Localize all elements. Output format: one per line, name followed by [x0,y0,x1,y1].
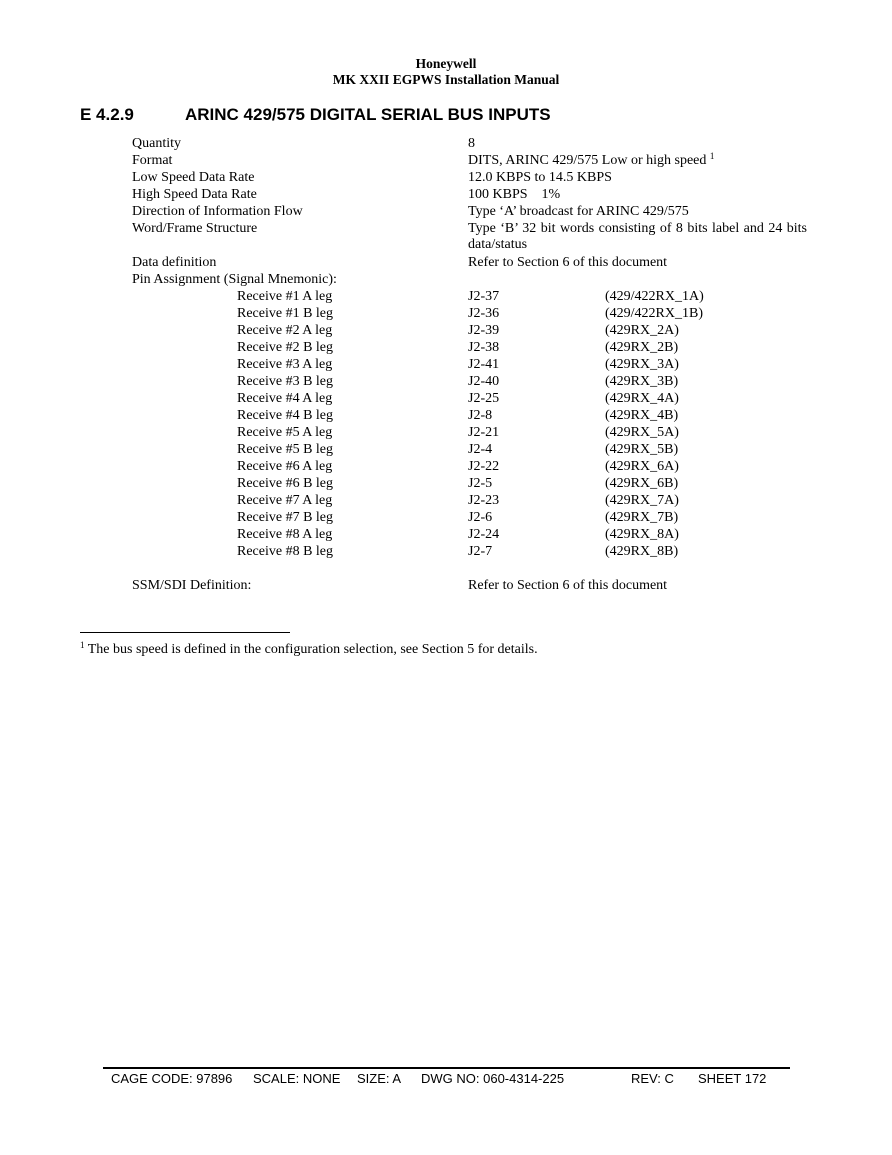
pin-row-name: Receive #8 B leg [237,544,334,559]
direction-value: Type ‘A’ broadcast for ARINC 429/575 [468,204,689,219]
pin-row-name: Receive #4 A leg [237,391,333,406]
data-definition-label: Data definition [132,255,217,270]
pin-row-name: Receive #8 A leg [237,527,333,542]
pin-row-pin: J2-21 [468,425,500,440]
footer-scale: SCALE: NONE [253,1071,341,1086]
pin-row-name: Receive #3 A leg [237,357,333,372]
pin-row-name: Receive #3 B leg [237,374,334,389]
pin-row-name: Receive #1 A leg [237,289,333,304]
footnote-divider [80,632,290,633]
pin-row-pin: J2-6 [468,510,493,525]
pin-row-name: Receive #2 B leg [237,340,334,355]
footnote-text: The bus speed is defined in the configuration selection, see Section 5 for details. [84,642,538,657]
word-frame-value: Type ‘B’ 32 bit words consisting of 8 bits label and 24 bits data/status [468,221,807,252]
pin-row-signal: (429RX_4B) [605,408,679,423]
pin-row-name: Receive #4 B leg [237,408,334,423]
footer-sheet: SHEET 172 [698,1071,767,1086]
pin-row-name: Receive #6 A leg [237,459,333,474]
pin-row-signal: (429RX_3A) [605,357,679,372]
pin-row-pin: J2-8 [468,408,493,423]
footnote-ref: 1 [709,151,715,161]
footnote [80,642,538,658]
pin-row-signal: (429RX_7B) [605,510,679,525]
data-definition-value: Refer to Section 6 of this document [468,255,668,270]
header-company: Honeywell [415,56,477,71]
pin-row-name: Receive #5 A leg [237,425,333,440]
pin-row-name: Receive #6 B leg [237,476,334,491]
pin-row-name: Receive #7 A leg [237,493,333,508]
format-value-text: DITS, ARINC 429/575 Low or high speed [468,153,710,168]
pin-row-name: Receive #7 B leg [237,510,334,525]
pin-row-signal: (429RX_4A) [605,391,679,406]
footer-rev: REV: C [631,1071,674,1086]
pin-row-pin: J2-25 [468,391,500,406]
pin-row-pin: J2-39 [468,323,500,338]
section-title: ARINC 429/575 DIGITAL SERIAL BUS INPUTS [185,105,551,124]
footer-dwg-no: DWG NO: 060-4314-225 [421,1071,565,1086]
pin-row-pin: J2-38 [468,340,500,355]
quantity-label: Quantity [132,136,181,151]
pin-row-signal: (429RX_6A) [605,459,679,474]
quantity-value: 8 [468,136,475,151]
pin-row-name: Receive #2 A leg [237,323,333,338]
direction-label: Direction of Information Flow [132,204,303,219]
pin-row-pin: J2-41 [468,357,500,372]
section-number: E 4.2.9 [80,105,134,124]
format-label: Format [132,153,173,168]
ssm-sdi-label: SSM/SDI Definition: [132,578,252,593]
pin-row-pin: J2-36 [468,306,500,321]
section-heading [80,105,551,125]
low-speed-value: 12.0 KBPS to 14.5 KBPS [468,170,612,185]
pin-assignment-label: Pin Assignment (Signal Mnemonic): [132,272,337,287]
footer-cage-code: CAGE CODE: 97896 [111,1071,233,1086]
pin-row-pin: J2-5 [468,476,493,491]
header-manual-title: MK XXII EGPWS Installation Manual [332,72,560,87]
ssm-sdi-value: Refer to Section 6 of this document [468,578,668,593]
pin-row-pin: J2-40 [468,374,500,389]
pin-row-signal: (429RX_7A) [605,493,679,508]
pin-row-signal: (429RX_8B) [605,544,679,559]
pin-row-signal: (429RX_8A) [605,527,679,542]
pin-row-signal: (429RX_5A) [605,425,679,440]
low-speed-label: Low Speed Data Rate [132,170,255,185]
pin-row-pin: J2-4 [468,442,493,457]
pin-row-signal: (429RX_2A) [605,323,679,338]
high-speed-label: High Speed Data Rate [132,187,257,202]
pin-row-pin: J2-7 [468,544,493,559]
pin-row-signal: (429/422RX_1B) [605,306,703,321]
pin-row-signal: (429RX_6B) [605,476,679,491]
pin-row-pin: J2-23 [468,493,500,508]
pin-row-name: Receive #5 B leg [237,442,334,457]
pin-row-signal: (429RX_2B) [605,340,679,355]
pin-row-signal: (429RX_5B) [605,442,679,457]
footer-divider [103,1067,790,1069]
pin-row-pin: J2-22 [468,459,500,474]
word-frame-label: Word/Frame Structure [132,221,258,236]
pin-row-name: Receive #1 B leg [237,306,334,321]
pin-row-pin: J2-37 [468,289,500,304]
pin-row-signal: (429/422RX_1A) [605,289,704,304]
footnote-marker: 1 [80,640,85,650]
format-value [468,153,714,169]
high-speed-value: 100 KBPS 1% [468,187,561,202]
pin-row-pin: J2-24 [468,527,500,542]
footer-size: SIZE: A [357,1071,402,1086]
pin-row-signal: (429RX_3B) [605,374,679,389]
